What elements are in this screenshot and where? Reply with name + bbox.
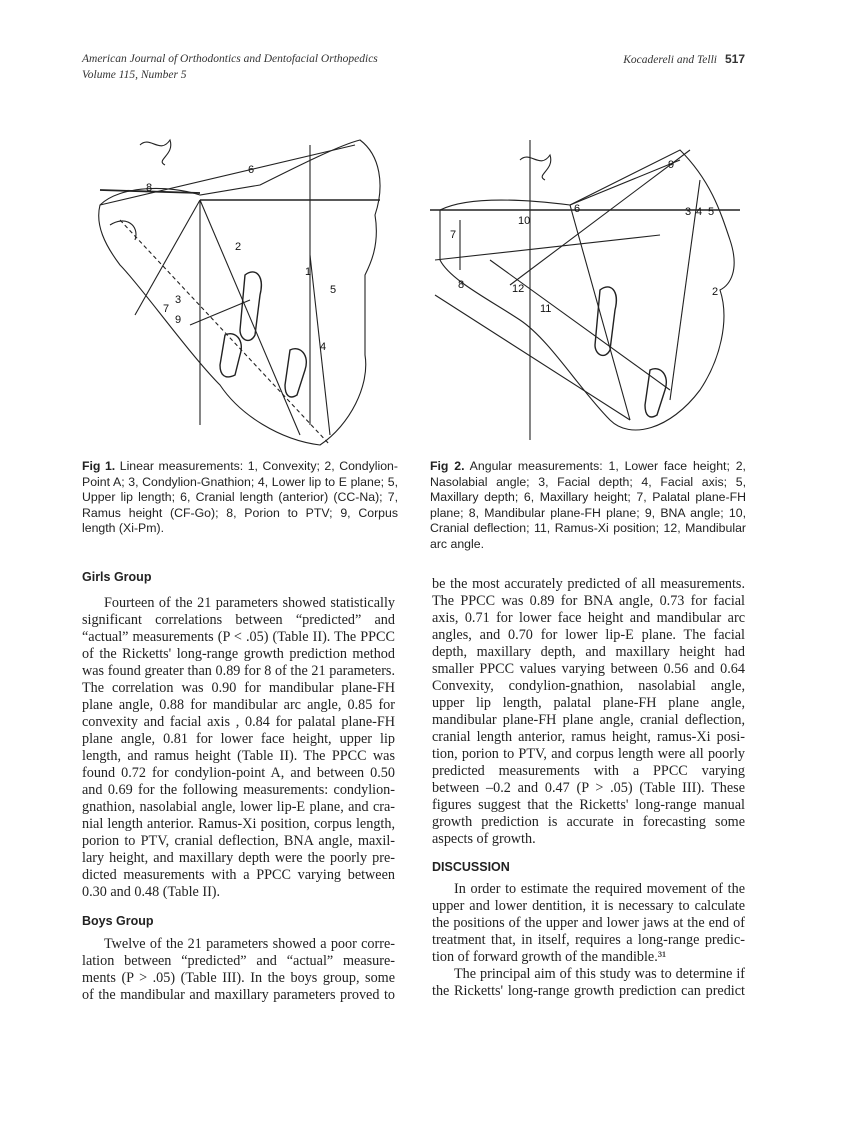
fig1-label-3: 3 xyxy=(175,294,182,306)
text-line: length, and ramus height (Table II). The PPCC was xyxy=(82,748,395,764)
text-line: predicted measurements with a PPCC varying xyxy=(432,763,745,779)
text-line: figures suggest that the Ricketts' long-range manual xyxy=(432,797,745,813)
text-line: convexity and facial axis , 0.84 for palatal plane-FH xyxy=(82,714,395,730)
text-line: growth prediction is accurate in forecasting some xyxy=(432,814,745,830)
text-line: was found greater than 0.89 for 8 of the 21 parameters. xyxy=(82,663,395,679)
text-line: axis, 0.71 for lower face height and mandibular arc xyxy=(432,610,745,626)
figure-2-caption-text: Angular measurements: 1, Lower face height; 2, Nasolabial angle; 3, Facial depth; 4, Facial axis; 5, Maxillary depth; 6, Maxillary height; 7, Palatal plane-FH plane; 8, Mandibular plane-FH plane; 9, BNA angle; 10, Cranial deflection; 11, Ramus-Xi position; 12, Mandibular arc angle. xyxy=(430,459,746,551)
figure-2-diagram xyxy=(430,140,750,450)
text-line: plane angle, 0.81 for lower face height, upper lip xyxy=(82,731,395,747)
discussion-heading: DISCUSSION xyxy=(432,860,510,874)
text-line: tion of forward growth of the mandible.³¹ xyxy=(432,949,667,965)
text-line: of the mandibular and maxillary parameters proved to xyxy=(82,987,395,1003)
fig2-label-8: 8 xyxy=(458,279,465,291)
figure-2-label: Fig 2. xyxy=(430,459,465,473)
figure-2-caption xyxy=(430,459,746,553)
running-head xyxy=(623,52,745,66)
fig1-label-2: 2 xyxy=(235,241,242,253)
journal-volume: Volume 115, Number 5 xyxy=(82,69,187,81)
text-line: gnathion, nasolabial angle, lower lip-E plane, and cra- xyxy=(82,799,395,815)
discussion-paragraph-1 xyxy=(432,881,745,966)
fig1-label-8: 8 xyxy=(146,182,153,194)
fig2-label-4: 4 xyxy=(696,206,703,218)
text-line: lary height, and maxillary depth were the poorly pre- xyxy=(82,850,395,866)
fig2-label-12: 12 xyxy=(512,283,525,295)
fig2-label-2: 2 xyxy=(712,286,719,298)
text-line: The principal aim of this study was to determine if xyxy=(454,966,745,982)
fig2-label-6: 6 xyxy=(574,203,581,215)
fig1-label-6: 6 xyxy=(248,164,255,176)
fig1-label-1: 1 xyxy=(305,266,312,278)
fig2-label-5: 5 xyxy=(708,206,715,218)
text-line: ments (P > .05) (Table III). In the boys group, some xyxy=(82,970,395,986)
right-column xyxy=(432,576,745,1000)
text-line: Fourteen of the 21 parameters showed statistically xyxy=(104,595,395,611)
text-line: 0.30 and 0.48 (Table II). xyxy=(82,884,221,900)
text-line: between –0.2 and 0.47 (P > .05) (Table III). These xyxy=(432,780,745,796)
boys-paragraph-continued xyxy=(432,576,745,848)
text-line: and 0.69 for the following measurements: condylion- xyxy=(82,782,395,798)
fig1-label-9: 9 xyxy=(175,314,182,326)
text-line: plane angle, 0.88 for mandibular arc angle, 0.85 for xyxy=(82,697,395,713)
figure-1-label: Fig 1. xyxy=(82,459,116,473)
text-line: The correlation was 0.90 for mandibular plane-FH xyxy=(82,680,395,696)
fig2-label-11: 11 xyxy=(540,303,552,315)
text-line: upper lip length, palatal plane-FH plane angle, xyxy=(432,695,745,711)
girls-group-heading: Girls Group xyxy=(82,570,152,584)
text-line: treatment that, in itself, requires a long-range predic- xyxy=(432,932,745,948)
fig1-label-7: 7 xyxy=(163,303,170,315)
text-line: nial length anterior. Ramus-Xi position, corpus length, xyxy=(82,816,395,832)
text-line: the positions of the upper and lower jaws at the end of xyxy=(432,915,745,931)
authors: Kocadereli and Telli xyxy=(623,54,717,66)
text-line: smaller PPCC values varying between 0.56 and 0.64 xyxy=(432,661,745,677)
left-column xyxy=(82,569,395,1004)
text-line: the Ricketts' long-range growth prediction can predict xyxy=(432,983,745,999)
text-line: porion to PTV, cranial deflection, BNA angle, maxil- xyxy=(82,833,395,849)
text-line: upper and lower dentition, it is necessary to calculate xyxy=(432,898,745,914)
journal-title: American Journal of Orthodontics and Dentofacial Orthopedics xyxy=(82,53,378,65)
text-line: In order to estimate the required movement of the xyxy=(454,881,745,897)
text-line: be the most accurately predicted of all measurements. xyxy=(432,576,745,592)
text-line: lation between “predicted” and “actual” measure- xyxy=(82,953,395,969)
text-line: dicted measurements with a PPCC varying between xyxy=(82,867,395,883)
fig2-label-9: 9 xyxy=(668,159,675,171)
text-line: Twelve of the 21 parameters showed a poor corre- xyxy=(104,936,395,952)
fig2-label-7: 7 xyxy=(450,229,457,241)
figure-1-diagram xyxy=(80,125,425,455)
text-line: aspects of growth. xyxy=(432,831,536,847)
fig2-label-10: 10 xyxy=(518,215,531,227)
text-line: angles, and 0.70 for lower lip-E plane. The facial xyxy=(432,627,745,643)
text-line: of the Ricketts' long-range growth prediction method xyxy=(82,646,395,662)
fig1-label-5: 5 xyxy=(330,284,337,296)
text-line: tion, porion to PTV, and corpus length were all poorly xyxy=(432,746,745,762)
boys-paragraph xyxy=(82,936,395,1004)
text-line: Convexity, condylion-gnathion, nasolabial angle, xyxy=(432,678,745,694)
text-line: depth, maxillary depth, and maxillary height had xyxy=(432,644,745,660)
text-line: significant correlations between “predicted” and xyxy=(82,612,395,628)
text-line: “actual” measurements (P < .05) (Table II). The PPCC xyxy=(82,629,395,645)
text-line: found 0.72 for condylion-point A, and between 0.50 xyxy=(82,765,395,781)
text-line: cranial length anterior, ramus height, ramus-Xi posi- xyxy=(432,729,745,745)
figure-1-caption-text: Linear measurements: 1, Convexity; 2, Condylion-Point A; 3, Condylion-Gnathion; 4, Lower lip to E plane; 5, Upper lip length; 6, Cranial length (anterior) (CC-Na); 7, Ramus height (CF-Go); 8, Porion to PTV; 9, Corpus length (Xi-Pm). xyxy=(82,459,398,536)
boys-group-heading: Boys Group xyxy=(82,914,154,928)
text-line: The PPCC was 0.89 for BNA angle, 0.73 for facial xyxy=(432,593,745,609)
fig2-label-3: 3 xyxy=(685,206,692,218)
page-number: 517 xyxy=(724,52,745,66)
text-line: mandibular plane-FH plane angle, cranial deflection, xyxy=(432,712,745,728)
fig1-label-4: 4 xyxy=(320,341,327,353)
discussion-paragraph-2 xyxy=(432,966,745,1000)
girls-paragraph xyxy=(82,595,395,901)
figure-1-caption xyxy=(82,459,398,537)
